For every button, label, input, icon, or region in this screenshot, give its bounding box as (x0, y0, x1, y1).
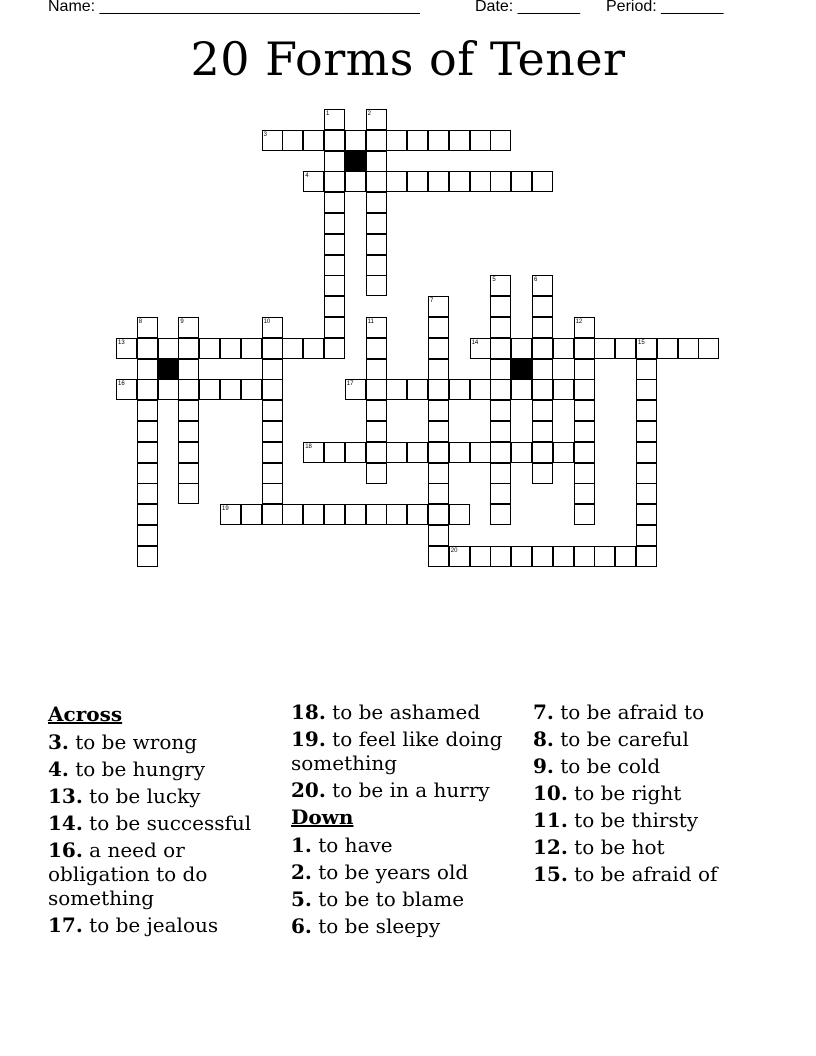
grid-cell[interactable] (574, 338, 595, 359)
clue-across-20 (291, 778, 521, 802)
grid-cell[interactable] (386, 171, 407, 192)
clue-across-13 (48, 784, 278, 808)
period-field[interactable]: Period: _______ (606, 0, 724, 15)
grid-cell[interactable] (241, 338, 262, 359)
grid-cell[interactable] (282, 130, 303, 151)
grid-cell[interactable] (490, 504, 511, 525)
grid-cell[interactable] (158, 338, 179, 359)
grid-cell[interactable] (178, 442, 199, 463)
clue-text: to have (318, 833, 393, 857)
date-field[interactable]: Date: _______ (475, 0, 580, 15)
black-square (511, 359, 532, 380)
clue-column-1 (48, 700, 278, 940)
clue-down-2 (291, 860, 521, 884)
grid-cell[interactable] (407, 504, 428, 525)
grid-cell[interactable] (678, 338, 699, 359)
grid-number: 17 (346, 381, 354, 388)
clue-text: to be jealous (89, 913, 219, 937)
clue-column-2 (291, 700, 521, 941)
grid-cell[interactable] (137, 359, 158, 380)
grid-cell[interactable] (532, 338, 553, 359)
grid-cell[interactable] (594, 546, 615, 567)
grid-cell[interactable] (324, 171, 345, 192)
grid-cell[interactable] (490, 421, 511, 442)
grid-cell[interactable] (366, 171, 387, 192)
clue-down-9 (533, 754, 763, 778)
grid-cell[interactable] (574, 483, 595, 504)
grid-cell[interactable] (532, 463, 553, 484)
grid-cell[interactable] (511, 379, 532, 400)
grid-cell[interactable] (532, 296, 553, 317)
grid-number: 18 (305, 443, 312, 450)
grid-cell[interactable] (636, 442, 657, 463)
clue-across-19 (291, 727, 521, 775)
grid-cell[interactable] (324, 255, 345, 276)
grid-cell[interactable] (428, 400, 449, 421)
grid-cell[interactable] (262, 421, 283, 442)
grid-number: 15 (638, 339, 645, 346)
grid-number: 20 (450, 547, 458, 554)
clue-text: to be thirsty (574, 808, 699, 832)
clue-number: 1. (291, 833, 312, 857)
grid-cell[interactable] (178, 359, 199, 380)
clue-text: to be years old (318, 860, 469, 884)
grid-number: 7 (430, 298, 434, 305)
grid-cell[interactable] (511, 546, 532, 567)
grid-cell[interactable] (532, 400, 553, 421)
grid-cell[interactable] (449, 171, 470, 192)
grid-cell[interactable] (158, 379, 179, 400)
clue-column-3 (533, 700, 763, 889)
clue-number: 3. (48, 730, 69, 754)
grid-cell[interactable] (137, 400, 158, 421)
grid-cell[interactable] (428, 525, 449, 546)
grid-cell[interactable] (636, 546, 657, 567)
grid-cell[interactable] (615, 338, 636, 359)
grid-cell[interactable] (262, 359, 283, 380)
grid-cell[interactable] (345, 504, 366, 525)
grid-cell[interactable] (428, 338, 449, 359)
grid-cell[interactable] (345, 171, 366, 192)
grid-cell[interactable] (574, 379, 595, 400)
clue-text: to be afraid to (560, 700, 705, 724)
clue-across-17 (48, 913, 278, 937)
grid-cell[interactable] (636, 421, 657, 442)
grid-cell[interactable] (532, 171, 553, 192)
grid-cell[interactable] (553, 546, 574, 567)
grid-cell[interactable] (407, 171, 428, 192)
grid-cell[interactable] (262, 338, 283, 359)
grid-cell[interactable] (324, 234, 345, 255)
grid-cell[interactable] (137, 504, 158, 525)
grid-cell[interactable] (366, 359, 387, 380)
grid-cell[interactable] (178, 400, 199, 421)
grid-cell[interactable] (366, 442, 387, 463)
grid-cell[interactable] (303, 338, 324, 359)
clue-down-6 (291, 914, 521, 938)
grid-cell[interactable] (574, 442, 595, 463)
grid-cell[interactable] (262, 400, 283, 421)
grid-cell[interactable] (490, 317, 511, 338)
grid-cell[interactable] (428, 504, 449, 525)
grid-cell[interactable] (636, 400, 657, 421)
header (48, 0, 768, 20)
grid-number: 3 (263, 131, 267, 138)
grid-cell[interactable] (366, 130, 387, 151)
grid-cell[interactable] (532, 359, 553, 380)
grid-cell[interactable] (532, 379, 553, 400)
grid-cell[interactable] (449, 130, 470, 151)
grid-cell[interactable] (407, 379, 428, 400)
clue-number: 14. (48, 811, 83, 835)
grid-cell[interactable] (199, 338, 220, 359)
clue-number: 18. (291, 700, 326, 724)
across-heading: Across (48, 702, 123, 726)
grid-number: 13 (118, 339, 125, 346)
grid-cell[interactable] (324, 151, 345, 172)
clue-number: 8. (533, 727, 554, 751)
grid-cell[interactable] (303, 130, 324, 151)
grid-cell[interactable] (324, 504, 345, 525)
grid-cell[interactable] (428, 546, 449, 567)
grid-cell[interactable] (303, 504, 324, 525)
clue-number: 4. (48, 757, 69, 781)
grid-cell[interactable] (137, 483, 158, 504)
grid-cell[interactable] (428, 442, 449, 463)
clue-number: 6. (291, 914, 312, 938)
grid-cell[interactable] (324, 296, 345, 317)
grid-cell[interactable] (428, 421, 449, 442)
grid-number: 1 (326, 111, 330, 117)
clue-text: to feel like doing something (291, 727, 503, 775)
clue-number: 17. (48, 913, 83, 937)
clue-down-11 (533, 808, 763, 832)
clue-number: 11. (533, 808, 568, 832)
grid-cell[interactable] (178, 338, 199, 359)
grid-cell[interactable] (490, 400, 511, 421)
grid-cell[interactable] (262, 463, 283, 484)
grid-cell[interactable] (636, 483, 657, 504)
grid-cell[interactable] (428, 130, 449, 151)
grid-cell[interactable] (428, 171, 449, 192)
grid-cell[interactable] (553, 338, 574, 359)
clue-text: to be ashamed (332, 700, 481, 724)
grid-cell[interactable] (428, 359, 449, 380)
grid-cell[interactable] (282, 338, 303, 359)
grid-cell[interactable] (449, 379, 470, 400)
grid-cell[interactable] (532, 317, 553, 338)
black-square (158, 359, 179, 380)
grid-number: 16 (118, 381, 125, 388)
grid-cell[interactable] (532, 546, 553, 567)
clue-across-16 (48, 838, 278, 910)
grid-cell[interactable] (574, 421, 595, 442)
grid-cell[interactable] (324, 317, 345, 338)
clue-number: 12. (533, 835, 568, 859)
clue-text: to be hot (574, 835, 665, 859)
grid-cell[interactable] (574, 504, 595, 525)
clue-across-4 (48, 757, 278, 781)
grid-cell[interactable] (428, 483, 449, 504)
grid-cell[interactable] (137, 463, 158, 484)
grid-cell[interactable] (366, 234, 387, 255)
grid-cell[interactable] (490, 171, 511, 192)
grid-cell[interactable] (366, 192, 387, 213)
grid-cell[interactable] (407, 130, 428, 151)
grid-cell[interactable] (490, 546, 511, 567)
clue-text: a need or obligation to do something (48, 838, 208, 910)
grid-cell[interactable] (574, 463, 595, 484)
grid-cell[interactable] (615, 546, 636, 567)
grid-cell[interactable] (366, 504, 387, 525)
clue-text: to be wrong (75, 730, 198, 754)
grid-cell[interactable] (366, 400, 387, 421)
grid-cell[interactable] (490, 130, 511, 151)
grid-cell[interactable] (137, 546, 158, 567)
clue-number: 13. (48, 784, 83, 808)
grid-number: 6 (534, 277, 538, 284)
clue-number: 20. (291, 778, 326, 802)
grid-cell[interactable] (262, 483, 283, 504)
grid-cell[interactable] (137, 442, 158, 463)
grid-cell[interactable] (636, 379, 657, 400)
clue-text: to be sleepy (318, 914, 441, 938)
clue-text: to be in a hurry (332, 778, 490, 802)
clue-number: 2. (291, 860, 312, 884)
grid-cell[interactable] (137, 421, 158, 442)
grid-number: 12 (575, 319, 583, 325)
name-field[interactable]: Name: ____________________________________ (48, 0, 420, 15)
clue-number: 16. (48, 838, 83, 862)
grid-cell[interactable] (366, 275, 387, 296)
grid-number: 11 (367, 319, 374, 325)
clue-down-15 (533, 862, 763, 886)
clue-number: 5. (291, 887, 312, 911)
grid-cell[interactable] (449, 504, 470, 525)
grid-cell[interactable] (574, 359, 595, 380)
clue-across-14 (48, 811, 278, 835)
grid-cell[interactable] (490, 359, 511, 380)
clue-down-8 (533, 727, 763, 751)
grid-cell[interactable] (511, 171, 532, 192)
grid-cell[interactable] (470, 171, 491, 192)
grid-cell[interactable] (490, 483, 511, 504)
grid-cell[interactable] (220, 338, 241, 359)
grid-cell[interactable] (324, 192, 345, 213)
grid-cell[interactable] (324, 338, 345, 359)
page-title: 20 Forms of Tener (190, 32, 626, 86)
grid-cell[interactable] (262, 379, 283, 400)
clue-across-3 (48, 730, 278, 754)
grid-cell[interactable] (657, 338, 678, 359)
grid-cell[interactable] (137, 338, 158, 359)
grid-cell[interactable] (449, 442, 470, 463)
grid-cell[interactable] (636, 504, 657, 525)
grid-cell[interactable] (490, 296, 511, 317)
grid-cell[interactable] (366, 255, 387, 276)
grid-cell[interactable] (386, 130, 407, 151)
grid-cell[interactable] (366, 463, 387, 484)
grid-cell[interactable] (366, 421, 387, 442)
grid-cell[interactable] (324, 130, 345, 151)
grid-cell[interactable] (470, 442, 491, 463)
grid-number: 4 (305, 173, 309, 180)
grid-cell[interactable] (574, 546, 595, 567)
grid-cell[interactable] (636, 359, 657, 380)
grid-cell[interactable] (324, 275, 345, 296)
grid-cell[interactable] (594, 338, 615, 359)
grid-cell[interactable] (407, 442, 428, 463)
grid-cell[interactable] (386, 379, 407, 400)
grid-cell[interactable] (262, 442, 283, 463)
clue-number: 9. (533, 754, 554, 778)
grid-cell[interactable] (241, 504, 262, 525)
grid-cell[interactable] (199, 379, 220, 400)
grid-cell[interactable] (553, 379, 574, 400)
clue-down-7 (533, 700, 763, 724)
grid-cell[interactable] (241, 379, 262, 400)
grid-cell[interactable] (532, 421, 553, 442)
grid-cell[interactable] (178, 483, 199, 504)
grid-cell[interactable] (636, 525, 657, 546)
clue-down-10 (533, 781, 763, 805)
grid-cell[interactable] (490, 379, 511, 400)
grid-cell[interactable] (698, 338, 719, 359)
grid-cell[interactable] (636, 463, 657, 484)
down-heading: Down (291, 805, 354, 829)
grid-cell[interactable] (532, 442, 553, 463)
clue-text: to be lucky (89, 784, 201, 808)
grid-cell[interactable] (220, 379, 241, 400)
grid-cell[interactable] (262, 504, 283, 525)
grid-cell[interactable] (178, 379, 199, 400)
grid-number: 14 (471, 339, 479, 346)
grid-cell[interactable] (553, 442, 574, 463)
grid-number: 8 (138, 319, 143, 325)
clue-text: to be successful (89, 811, 252, 835)
grid-number: 5 (492, 277, 496, 284)
grid-cell[interactable] (470, 546, 491, 567)
clue-number: 15. (533, 862, 568, 886)
grid-cell[interactable] (366, 213, 387, 234)
grid-cell[interactable] (511, 338, 532, 359)
grid-cell[interactable] (386, 442, 407, 463)
clue-number: 19. (291, 727, 326, 751)
grid-cell[interactable] (490, 338, 511, 359)
clue-down-5 (291, 887, 521, 911)
grid-cell[interactable] (490, 442, 511, 463)
clue-text: to be right (574, 781, 682, 805)
grid-cell[interactable] (324, 213, 345, 234)
clue-text: to be careful (560, 727, 689, 751)
grid-cell[interactable] (137, 525, 158, 546)
grid-cell[interactable] (366, 338, 387, 359)
grid-cell[interactable] (470, 379, 491, 400)
grid-cell[interactable] (574, 400, 595, 421)
black-square (345, 151, 366, 172)
grid-number: 9 (180, 319, 184, 325)
grid-cell[interactable] (178, 463, 199, 484)
grid-number: 10 (263, 319, 271, 325)
clue-text: to be to blame (318, 887, 465, 911)
clue-text: to be cold (560, 754, 661, 778)
clue-number: 7. (533, 700, 554, 724)
grid-cell[interactable] (137, 379, 158, 400)
clue-down-1 (291, 833, 521, 857)
grid-cell[interactable] (282, 504, 303, 525)
clue-across-18 (291, 700, 521, 724)
grid-cell[interactable] (345, 442, 366, 463)
grid-cell[interactable] (345, 130, 366, 151)
grid-number: 19 (222, 506, 229, 513)
grid-cell[interactable] (470, 130, 491, 151)
grid-cell[interactable] (386, 504, 407, 525)
grid-cell[interactable] (428, 379, 449, 400)
clue-number: 10. (533, 781, 568, 805)
grid-cell[interactable] (366, 151, 387, 172)
grid-cell[interactable] (428, 463, 449, 484)
grid-cell[interactable] (511, 442, 532, 463)
grid-cell[interactable] (366, 379, 387, 400)
clue-text: to be hungry (75, 757, 205, 781)
grid-cell[interactable] (490, 463, 511, 484)
grid-cell[interactable] (428, 317, 449, 338)
grid-number: 2 (367, 111, 371, 117)
grid-cell[interactable] (324, 442, 345, 463)
clue-text: to be afraid of (574, 862, 718, 886)
clue-down-12 (533, 835, 763, 859)
grid-cell[interactable] (178, 421, 199, 442)
